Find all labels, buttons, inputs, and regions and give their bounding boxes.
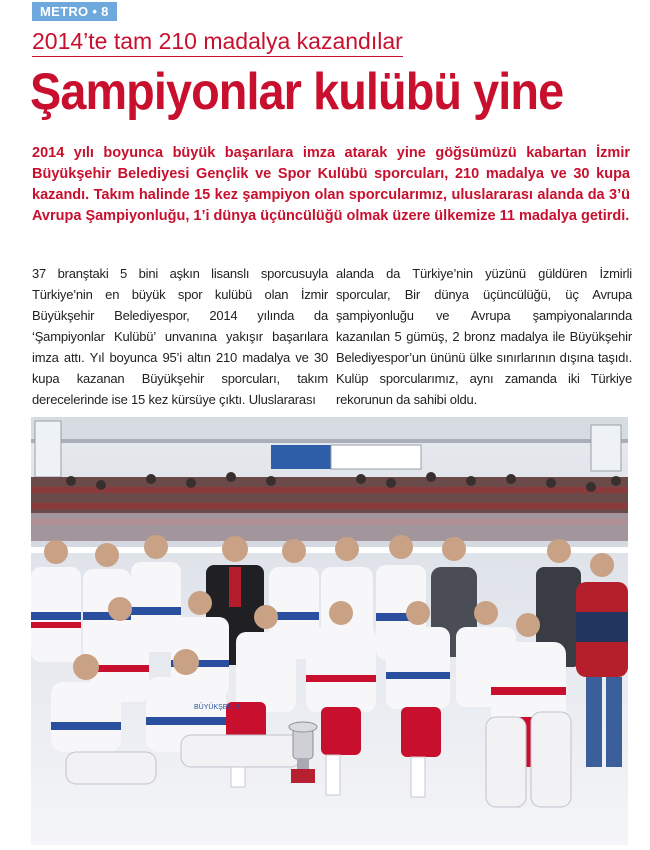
section-tag: METRO • 8 bbox=[32, 2, 117, 21]
article-kicker: 2014’te tam 210 madalya kazandılar bbox=[32, 27, 403, 57]
team-photo bbox=[31, 417, 628, 845]
article-body-column-2: alanda da Türkiye’nin yüzünü güldüren İzmirli sporcular, Bir dünya üçüncülüğü, üç Avrupa şampiyonluğu ve Avrupa şampiyonalarında kazanılan 5 gümüş, 2 bronz madalya ile Büyükşehir Belediyespor’un ününü ülke sınırlarının dışına taşıdı. Kulüp sporcularımız, aynı zamanda iki Türkiye rekorunun da sahibi oldu. bbox=[336, 266, 632, 407]
jersey-text: BÜYÜKŞEHİR bbox=[194, 704, 240, 711]
team-photo-illustration bbox=[31, 417, 628, 845]
article-lead: 2014 yılı boyunca büyük başarılara imza atarak yine göğsümüzü kabartan İzmir Büyükşehir Belediyesi Gençlik ve Spor Kulübü sporcuları, 210 madalya ve 30 kupa kazandı. Takım halinde 15 kez şampiyon olan sporcularımız, uluslararası alanda da 3’ü Avrupa Şampiyonluğu, 1’i dünya üçüncülüğü olmak üzere ülkemize 11 madalya getirdi. bbox=[32, 145, 630, 224]
article-body-column-1: 37 branştaki 5 bini aşkın lisanslı sporcusuyla Türkiye’nin en büyük spor kulübü olan İzmir Büyükşehir Belediyespor, 2014 yılında da ‘Şampiyonlar Kulübü’ unvanına yakışır başarılara imza attı. Yıl boyunca 95’i altın 210 madalya ve 30 kupa kazanan Büyükşehir sporcuları, takım derecelerinde ise 15 kez kürsüye çıktı. Uluslararası bbox=[32, 266, 328, 407]
article-headline: Şampiyonlar kulübü yine bbox=[30, 63, 564, 121]
